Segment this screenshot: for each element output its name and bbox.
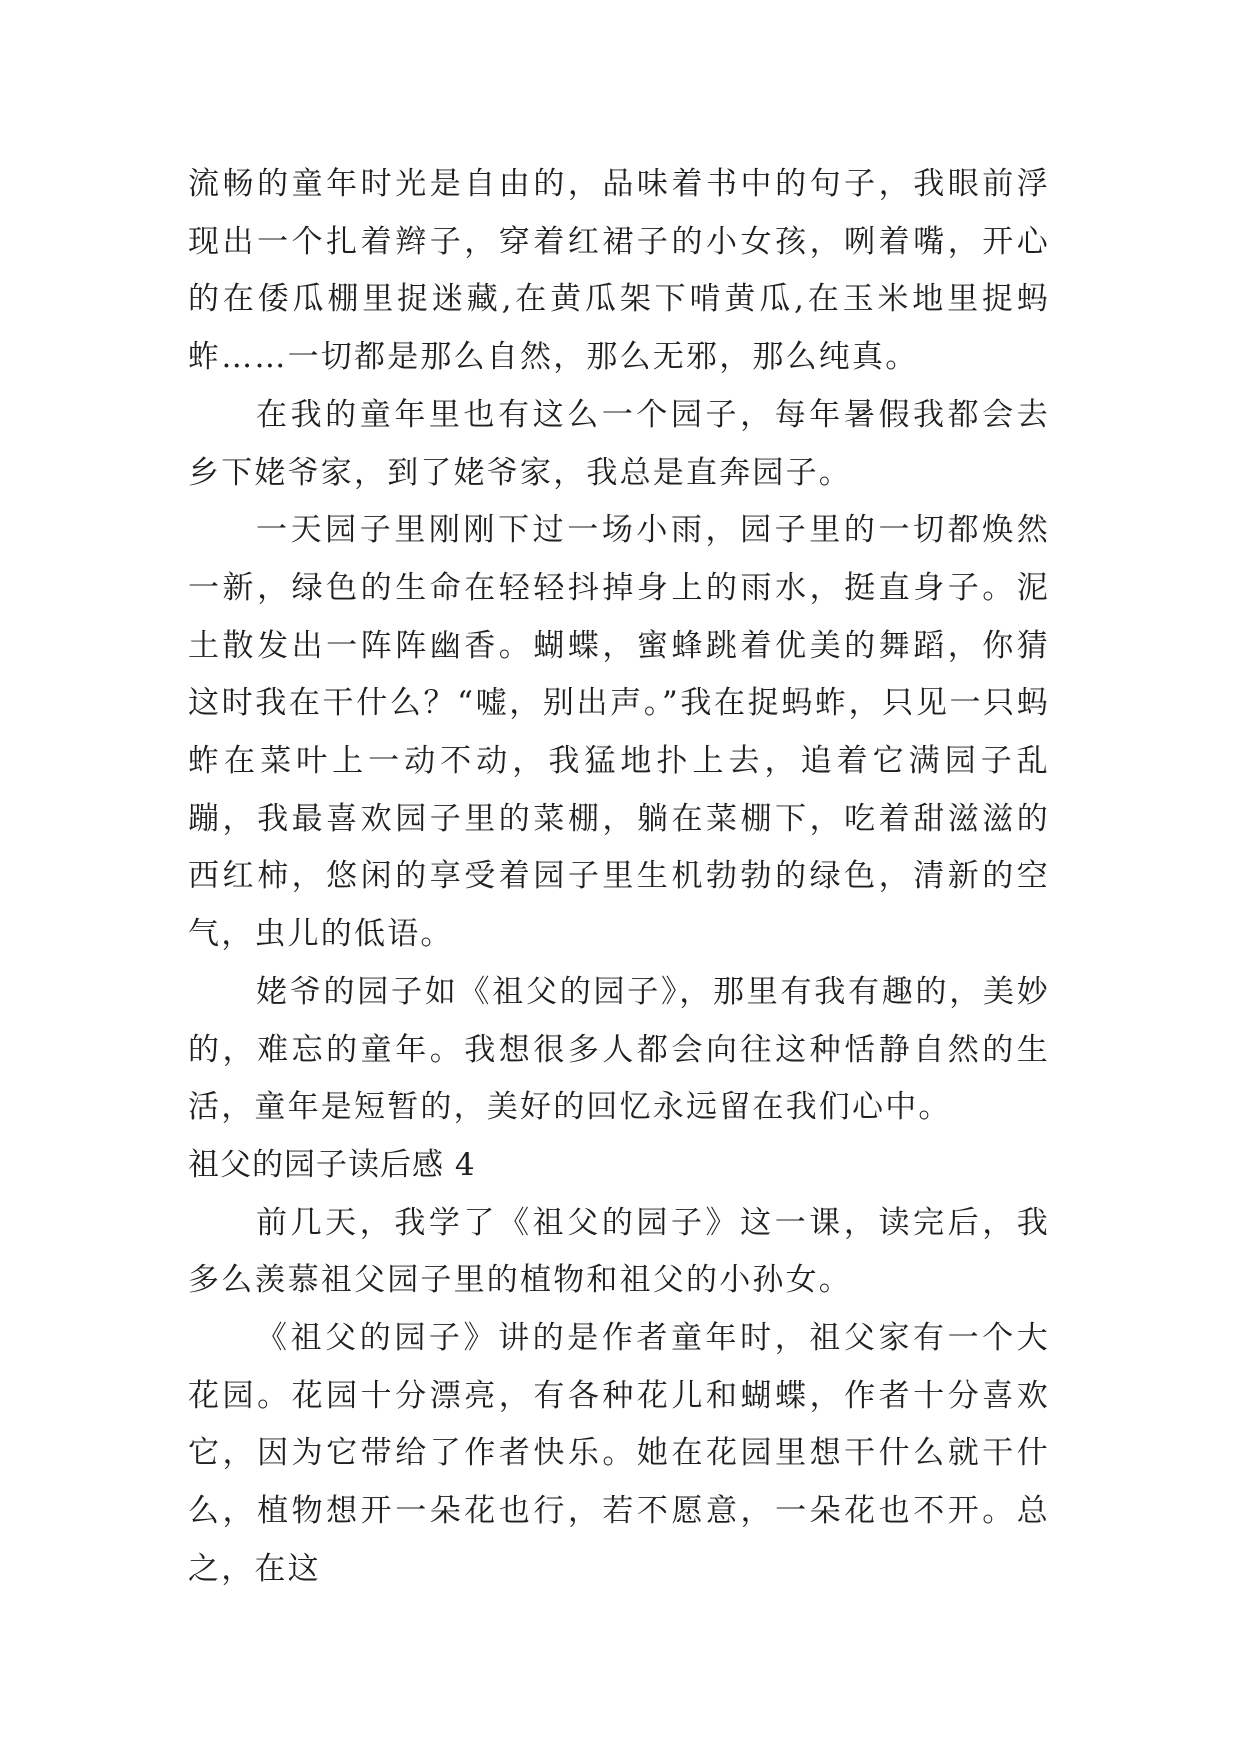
paragraph: 姥爷的园子如《祖父的园子》，那里有我有趣的，美妙的，难忘的童年。我想很多人都会向往这种恬静自然的生活，童年是短暂的，美好的回忆永远留在我们心中。 xyxy=(188,973,1050,1126)
document-body xyxy=(188,156,1050,1599)
paragraph: 《祖父的园子》讲的是作者童年时，祖父家有一个大花园。花园十分漂亮，有各种花儿和蝴蝶，作者十分喜欢它，因为它带给了作者快乐。她在花园里想干什么就干什么，植物想开一朵花也行，若不愿意，一朵花也不开。总之，在这 xyxy=(188,1320,1050,1587)
paragraph: 在我的童年里也有这么一个园子，每年暑假我都会去乡下姥爷家，到了姥爷家，我总是直奔园子。 xyxy=(188,396,1050,491)
paragraph: 一天园子里刚刚下过一场小雨，园子里的一切都焕然一新，绿色的生命在轻轻抖掉身上的雨水，挺直身子。泥土散发出一阵阵幽香。蝴蝶，蜜蜂跳着优美的舞蹈，你猜这时我在干什么？“嘘，别出声。”我在捉蚂蚱，只见一只蚂蚱在菜叶上一动不动，我猛地扑上去，追着它满园子乱蹦，我最喜欢园子里的菜棚，躺在菜棚下，吃着甜滋滋的西红柿，悠闲的享受着园子里生机勃勃的绿色，清新的空气，虫儿的低语。 xyxy=(188,512,1050,953)
section-heading: 祖父的园子读后感 4 xyxy=(188,1146,476,1183)
paragraph-continued: 流畅的童年时光是自由的，品味着书中的句子，我眼前浮现出一个扎着辫子，穿着红裙子的小女孩，咧着嘴，开心的在倭瓜棚里捉迷藏,在黄瓜架下啃黄瓜,在玉米地里捉蚂蚱……一切都是那么自然，那么无邪，那么纯真。 xyxy=(188,166,1050,376)
paragraph: 前几天，我学了《祖父的园子》这一课，读完后，我多么羡慕祖父园子里的植物和祖父的小孙女。 xyxy=(188,1204,1050,1299)
